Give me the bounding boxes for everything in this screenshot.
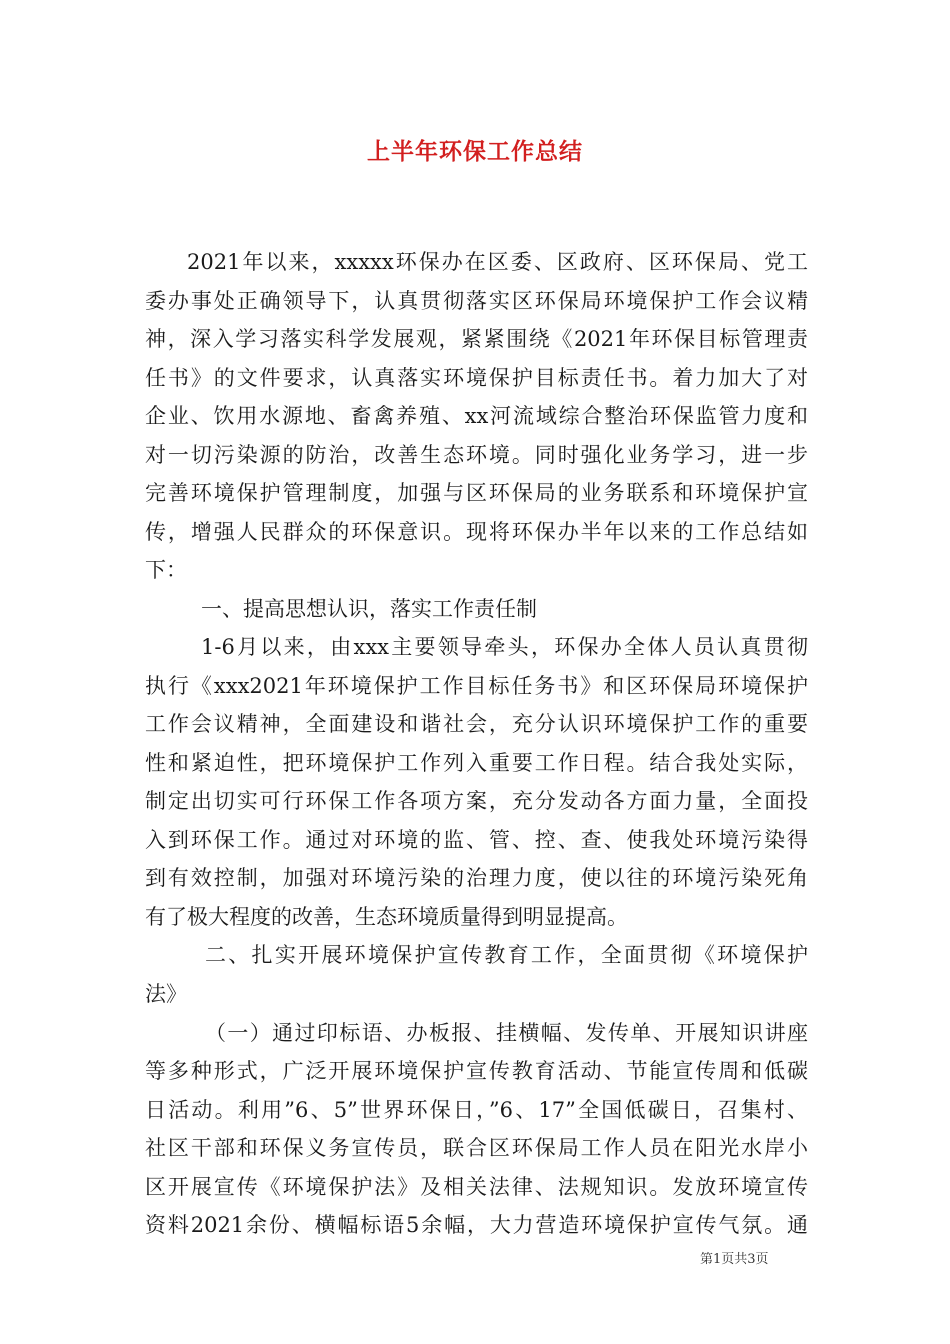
paragraph-line: 执行《xxx2021年环境保护工作目标任务书》和区环保局环境保护 — [145, 674, 808, 698]
paragraph-line: 2021年以来，xxxxx环保办在区委、区政府、区环保局、党工 — [187, 250, 808, 274]
section-heading: 法》 — [145, 982, 187, 1006]
paragraph-line: 委办事处正确领导下，认真贯彻落实区环保局环境保护工作会议精 — [145, 289, 808, 313]
paragraph-line: 社区干部和环保义务宣传员，联合区环保局工作人员在阳光水岸小 — [145, 1136, 808, 1160]
paragraph-line: 1-6月以来，由xxx主要领导牵头，环保办全体人员认真贯彻 — [201, 635, 808, 659]
document-title: 上半年环保工作总结 — [367, 138, 583, 165]
paragraph-line: 日活动。利用”6、5”世界环保日，”6、17”全国低碳日，召集村、 — [145, 1098, 808, 1122]
paragraph-line: 区开展宣传《环境保护法》及相关法律、法规知识。发放环境宣传 — [145, 1175, 808, 1199]
section-heading: 一、提高思想认识，落实工作责任制 — [201, 597, 537, 621]
paragraph-line: 有了极大程度的改善，生态环境质量得到明显提高。 — [145, 905, 628, 929]
section-heading: 二、扎实开展环境保护宣传教育工作，全面贯彻《环境保护 — [205, 943, 808, 967]
paragraph-line: 神，深入学习落实科学发展观，紧紧围绕《2021年环保目标管理责 — [145, 327, 808, 351]
page-number: 第1页共3页 — [700, 1252, 769, 1267]
paragraph-line: 对一切污染源的防治，改善生态环境。同时强化业务学习，进一步 — [145, 443, 808, 467]
paragraph-line: 资料2021余份、横幅标语5余幅，大力营造环境保护宣传气氛。通 — [145, 1213, 808, 1237]
paragraph-line: 到有效控制，加强对环境污染的治理力度，使以往的环境污染死角 — [145, 866, 808, 890]
paragraph-line: 企业、饮用水源地、畜禽养殖、xx河流域综合整治环保监管力度和 — [145, 404, 808, 428]
paragraph-line: 工作会议精神，全面建设和谐社会，充分认识环境保护工作的重要 — [145, 712, 808, 736]
paragraph-line: 任书》的文件要求，认真落实环境保护目标责任书。着力加大了对 — [145, 366, 808, 390]
paragraph-line: 下： — [145, 558, 187, 582]
paragraph-line: 等多种形式，广泛开展环境保护宣传教育活动、节能宣传周和低碳 — [145, 1059, 808, 1083]
paragraph-line: 制定出切实可行环保工作各项方案，充分发动各方面力量，全面投 — [145, 789, 808, 813]
paragraph-line: 传，增强人民群众的环保意识。现将环保办半年以来的工作总结如 — [145, 520, 808, 544]
paragraph-line: （一）通过印标语、办板报、挂横幅、发传单、开展知识讲座 — [205, 1021, 808, 1045]
paragraph-line: 性和紧迫性，把环境保护工作列入重要工作日程。结合我处实际， — [145, 751, 808, 775]
paragraph-line: 入到环保工作。通过对环境的监、管、控、查、使我处环境污染得 — [145, 828, 808, 852]
paragraph-line: 完善环境保护管理制度，加强与区环保局的业务联系和环境保护宣 — [145, 481, 808, 505]
